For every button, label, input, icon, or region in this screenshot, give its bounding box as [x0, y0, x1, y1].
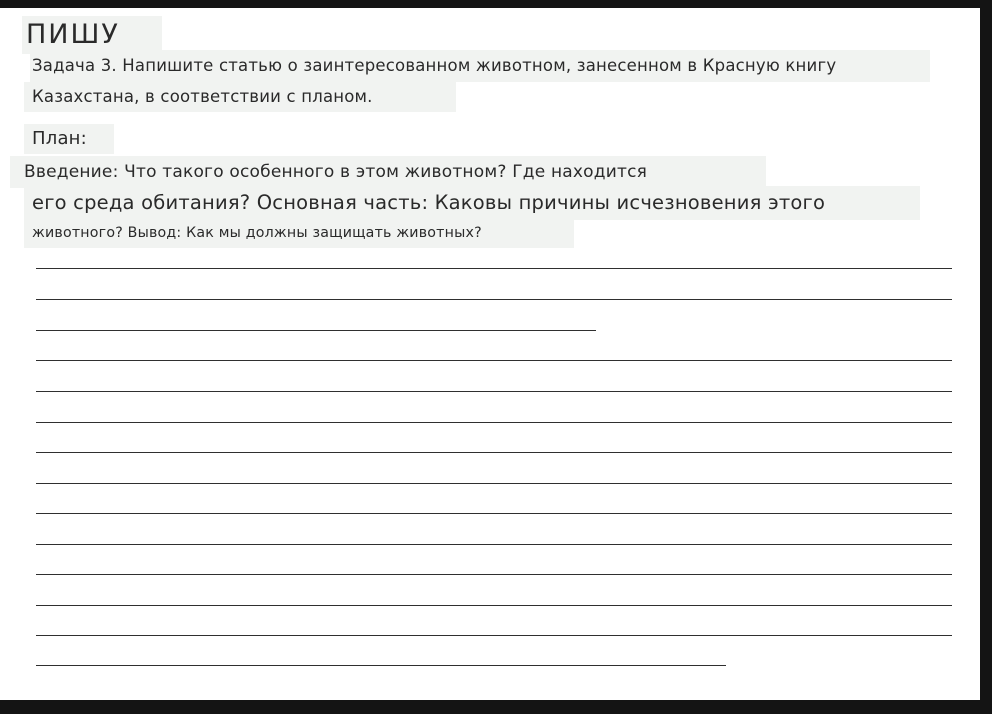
task-text-line-2: Казахстана, в соответствии с планом. [24, 82, 456, 112]
worksheet-page [0, 8, 980, 700]
writing-line[interactable] [36, 391, 952, 392]
plan-text-line-3: животного? Вывод: Как мы должны защищать животных? [24, 218, 574, 248]
writing-line[interactable] [36, 635, 952, 636]
writing-line[interactable] [36, 422, 952, 423]
writing-line[interactable] [36, 513, 952, 514]
writing-line[interactable] [36, 483, 952, 484]
writing-line[interactable] [36, 299, 952, 300]
writing-line[interactable] [36, 574, 952, 575]
page-title: ПИШУ [22, 16, 162, 54]
task-text-line-1: Задача 3. Напишите статью о заинтересованном животном, занесенном в Красную книгу [30, 50, 930, 82]
writing-line[interactable] [36, 268, 952, 269]
writing-line[interactable] [36, 452, 952, 453]
writing-line[interactable] [36, 605, 952, 606]
plan-text-line-2: его среда обитания? Основная часть: Каковы причины исчезновения этого [24, 186, 920, 220]
writing-line[interactable] [36, 330, 596, 331]
plan-label: План: [24, 124, 114, 154]
writing-line[interactable] [36, 360, 952, 361]
writing-line[interactable] [36, 544, 952, 545]
writing-line[interactable] [36, 665, 726, 666]
plan-text-line-1: Введение: Что такого особенного в этом животном? Где находится [10, 156, 766, 188]
